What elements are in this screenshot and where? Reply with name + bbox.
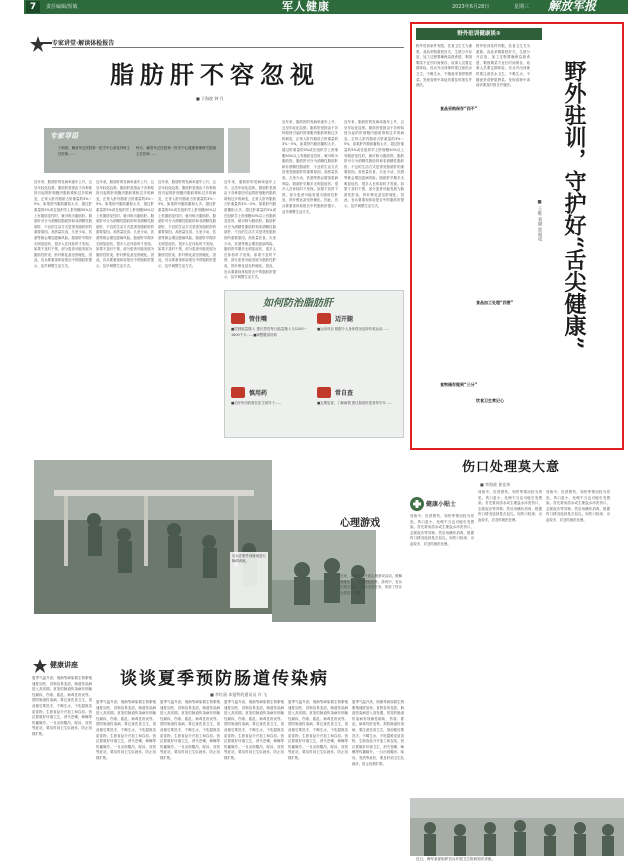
fatty-liver-text-col6: 近年来，脂肪肝的发病率逐年上升，且呈年轻化趋势。脂肪肝是指由于各种原因引起的肝细胞内脂肪堆积过多的病变，正常人肝内脂肪占肝重量的3%～5%，如果肝内脂肪蓄积太多，超过肝重量的5%或在组织学上肝细胞50%以上有脂肪变性时，就可称为脂肪肝。脂肪肝可分为酒精性脂肪肝和非酒精性脂肪肝，不良的生活方式是诱发脂肪肝的重要原因。高热量饮食、久坐少动、饮酒等都会增加患病风险。脂肪肝早期多无明显症状，很多人在体检时才发现。如果不及时干预，部分患者可能发展为脂肪性肝炎、肝纤维化甚至肝硬化。因此，官兵要重视体检报告中的脂肪肝提示，及早调整生活方式。 [344, 120, 404, 208]
health-tips-title: 健康小贴士 [426, 501, 457, 508]
section-title: 军人健康 [282, 0, 330, 13]
lecture-column-label: 健康讲座 [50, 661, 78, 669]
expert-intro-box [44, 128, 224, 173]
field-training-text-col1: 野外驻训条件有限，饮食卫生尤为重要。食品采购要把好关，生熟分开存放，加工过程要确保烧熟煮透，剩饭剩菜不宜长时间保存，炊事人员要定期体检。官兵外出训练时要注意饮水卫生，不喝生水，不随意采食野果野菜。发现食物中毒症状要及时报告并就医。 [416, 44, 472, 88]
pill-icon [231, 387, 245, 398]
tips-panel [224, 290, 404, 438]
star-emblem-icon [30, 36, 52, 56]
field-training-sub1: 食品采购保存“四不” [440, 106, 478, 111]
tip-medication-body: ■治疗所用药需在医生指导下…… [231, 401, 282, 405]
intestinal-text-col1: 夏季气温升高，细菌等病原微生物繁殖速度加快，食物容易变质，肠道传染病进入高发期。常见的肠道传染病有细菌性痢疾、伤寒、霍乱、病毒性肝炎等。预防肠道传染病，要注意饮食卫生，饭前便后要洗手，不喝生水，不吃腐败变质食物，生熟食品分开加工和存放。营区要做好环境卫生，消灭苍蝇、蟑螂等传播媒介。一旦出现腹泻、呕吐、发热等症状，要及时到卫生队就诊，防止疫情扩散。 [32, 676, 92, 736]
tip-exercise-card [317, 313, 397, 383]
obstacle-photo-caption: 官兵在野外训练场进行障碍训练。 [230, 552, 268, 608]
lecture-photo [410, 798, 624, 856]
field-training-tag: 野外驻训健康谈② [416, 28, 542, 40]
field-training-byline: ■ 王维 刘晓 郑福成 [537, 200, 542, 241]
tip-medication-card [231, 387, 309, 433]
wound-byline: ■ 李海波 崔佳伟 [480, 482, 511, 487]
wound-text-col2: 训练中，皮肤擦伤、划伤等情况较为常见。伤口虽小，处理不当也可能引发感染。首先要用清水或生理盐水冲洗伤口，去除泥沙等异物；然后用碘伏消毒，根据伤口情况选择是否包扎。如伤口较深、出血较多，应及时就医处理。 [478, 490, 542, 522]
wound-headline: 伤口处理莫大意 [462, 460, 561, 475]
tip-self-check-card [317, 387, 397, 433]
medical-cross-icon [410, 496, 424, 510]
tips-panel-title: 如何防治脂肪肝 [263, 298, 333, 309]
tip-manage-diet-body: ■控制能量摄入 建议男性每日能量摄入为1200～1600千卡……■调整膳食结构 [231, 327, 307, 337]
lecture-star-icon [32, 658, 48, 677]
byline-fatty-liver: ■ 于海波 钟 月 [196, 96, 224, 101]
fork-knife-icon [231, 313, 245, 324]
issue-date: 2023年6月28日 [452, 4, 490, 10]
tip-manage-diet-card [231, 313, 309, 383]
field-training-text-col2: 野外驻训条件有限，饮食卫生尤为重要。食品采购要把好关，生熟分开存放，加工过程要确保烧熟煮透，剩饭剩菜不宜长时间保存，炊事人员要定期体检。官兵外出训练时要注意饮水卫生，不喝生水，不随意采食野果野菜。发现食物中毒症状要及时报告并就医。 [476, 44, 530, 88]
fatty-liver-text-col2: 近年来，脂肪肝的发病率逐年上升，且呈年轻化趋势。脂肪肝是指由于各种原因引起的肝细胞内脂肪堆积过多的病变，正常人肝内脂肪占肝重量的3%～5%，如果肝内脂肪蓄积太多，超过肝重量的5%或在组织学上肝细胞50%以上有脂肪变性时，就可称为脂肪肝。脂肪肝可分为酒精性脂肪肝和非酒精性脂肪肝，不良的生活方式是诱发脂肪肝的重要原因。高热量饮食、久坐少动、饮酒等都会增加患病风险。脂肪肝早期多无明显症状，很多人在体检时才发现。如果不及时干预，部分患者可能发展为脂肪性肝炎、肝纤维化甚至肝硬化。因此，官兵要重视体检报告中的脂肪肝提示，及早调整生活方式。 [96, 180, 154, 268]
expert-box-label: 专家导语 [50, 132, 78, 140]
tip-exercise-title: 迈开腿 [335, 316, 354, 323]
tip-self-check-body: ■定期复查，了解病情 建议脂肪肝患者每半年…… [317, 401, 393, 405]
editors-label: 责任编辑/贺敏 [46, 4, 78, 10]
psych-game-title: 心理游戏 [340, 518, 380, 529]
expert-intro-1: 下海波，解放军总医院第一医学中心消化内科主任医师…… [58, 146, 130, 156]
field-training-headline: 野外驻训，守护好“舌尖健康” [561, 60, 587, 350]
intestinal-text-col2: 夏季气温升高，细菌等病原微生物繁殖速度加快，食物容易变质，肠道传染病进入高发期。常见的肠道传染病有细菌性痢疾、伤寒、霍乱、病毒性肝炎等。预防肠道传染病，要注意饮食卫生，饭前便后要洗手，不喝生水，不吃腐败变质食物，生熟食品分开加工和存放。营区要做好环境卫生，消灭苍蝇、蟑螂等传播媒介。一旦出现腹泻、呕吐、发热等症状，要及时到卫生队就诊，防止疫情扩散。 [96, 700, 156, 760]
wound-text-col1: 训练中，皮肤擦伤、划伤等情况较为常见。伤口虽小，处理不当也可能引发感染。首先要用清水或生理盐水冲洗伤口，去除泥沙等异物；然后用碘伏消毒，根据伤口情况选择是否包扎。如伤口较深、出血较多，应及时就医处理。 [410, 514, 474, 546]
fatty-liver-text-col5: 近年来，脂肪肝的发病率逐年上升，且呈年轻化趋势。脂肪肝是指由于各种原因引起的肝细胞内脂肪堆积过多的病变，正常人肝内脂肪占肝重量的3%～5%，如果肝内脂肪蓄积太多，超过肝重量的5%或在组织学上肝细胞50%以上有脂肪变性时，就可称为脂肪肝。脂肪肝可分为酒精性脂肪肝和非酒精性脂肪肝，不良的生活方式是诱发脂肪肝的重要原因。高热量饮食、久坐少动、饮酒等都会增加患病风险。脂肪肝早期多无明显症状，很多人在体检时才发现。如果不及时干预，部分患者可能发展为脂肪性肝炎、肝纤维化甚至肝硬化。因此，官兵要重视体检报告中的脂肪肝提示，及早调整生活方式。 [282, 120, 338, 214]
runner-icon [317, 313, 331, 324]
column-rule [52, 47, 404, 48]
fatty-liver-text-col3: 近年来，脂肪肝的发病率逐年上升，且呈年轻化趋势。脂肪肝是指由于各种原因引起的肝细胞内脂肪堆积过多的病变，正常人肝内脂肪占肝重量的3%～5%，如果肝内脂肪蓄积太多，超过肝重量的5%或在组织学上肝细胞50%以上有脂肪变性时，就可称为脂肪肝。脂肪肝可分为酒精性脂肪肝和非酒精性脂肪肝，不良的生活方式是诱发脂肪肝的重要原因。高热量饮食、久坐少动、饮酒等都会增加患病风险。脂肪肝早期多无明显症状，很多人在体检时才发现。如果不及时干预，部分患者可能发展为脂肪性肝炎、肝纤维化甚至肝硬化。因此，官兵要重视体检报告中的脂肪肝提示，及早调整生活方式。 [158, 180, 216, 268]
intestinal-text-col6: 夏季气温升高，细菌等病原微生物繁殖速度加快，食物容易变质，肠道传染病进入高发期。常见的肠道传染病有细菌性痢疾、伤寒、霍乱、病毒性肝炎等。预防肠道传染病，要注意饮食卫生，饭前便后要洗手，不喝生水，不吃腐败变质食物，生熟食品分开加工和存放。营区要做好环境卫生，消灭苍蝇、蟑螂等传播媒介。一旦出现腹泻、呕吐、发热等症状，要及时到卫生队就诊，防止疫情扩散。 [352, 700, 404, 766]
tip-self-check-title: 常自查 [335, 390, 354, 397]
headline-fatty-liver: 脂肪肝不容忽视 [110, 60, 320, 89]
lecture-photo-caption: 近日，海军某部组织官兵开展卫生防病知识讲座。 [416, 857, 496, 861]
intestinal-text-col3: 夏季气温升高，细菌等病原微生物繁殖速度加快，食物容易变质，肠道传染病进入高发期。常见的肠道传染病有细菌性痢疾、伤寒、霍乱、病毒性肝炎等。预防肠道传染病，要注意饮食卫生，饭前便后要洗手，不喝生水，不吃腐败变质食物，生熟食品分开加工和存放。营区要做好环境卫生，消灭苍蝇、蟑螂等传播媒介。一旦出现腹泻、呕吐、发热等症状，要及时到卫生队就诊，防止疫情扩散。 [160, 700, 220, 760]
wound-text-col3: 训练中，皮肤擦伤、划伤等情况较为常见。伤口虽小，处理不当也可能引发感染。首先要用清水或生理盐水冲洗伤口，去除泥沙等异物；然后用碘伏消毒，根据伤口情况选择是否包扎。如伤口较深、出血较多，应及时就医处理。 [546, 490, 610, 522]
expert-portrait-1 [228, 128, 250, 173]
column-label: 专家讲堂·解读体检报告 [52, 40, 115, 47]
tip-exercise-body: ■运动项目 根据个人身体情况选择有氧运动…… [317, 327, 390, 331]
checklist-icon [317, 387, 331, 398]
weekday: 星期三 [514, 4, 530, 10]
tip-medication-title: 慎用药 [249, 390, 268, 397]
masthead-logo: 解放军报 [548, 0, 597, 13]
intestinal-text-col4: 夏季气温升高，细菌等病原微生物繁殖速度加快，食物容易变质，肠道传染病进入高发期。常见的肠道传染病有细菌性痢疾、伤寒、霍乱、病毒性肝炎等。预防肠道传染病，要注意饮食卫生，饭前便后要洗手，不喝生水，不吃腐败变质食物，生熟食品分开加工和存放。营区要做好环境卫生，消灭苍蝇、蟑螂等传播媒介。一旦出现腹泻、呕吐、发热等症状，要及时到卫生队就诊，防止疫情扩散。 [224, 700, 284, 760]
field-training-sub3: 食物储存做到“三分” [440, 382, 478, 387]
intestinal-disease-byline: ■ 李红丽 本报特约通讯员 许 飞 [210, 692, 267, 697]
psych-game-text: 近来，某部官兵开展心理游戏活动，缓解训练压力，促进团队协作。游戏中，官兵们相互配合、共同完成任务，收获了快乐也增进了感情。 [340, 574, 402, 595]
intestinal-text-col5: 夏季气温升高，细菌等病原微生物繁殖速度加快，食物容易变质，肠道传染病进入高发期。常见的肠道传染病有细菌性痢疾、伤寒、霍乱、病毒性肝炎等。预防肠道传染病，要注意饮食卫生，饭前便后要洗手，不喝生水，不吃腐败变质食物，生熟食品分开加工和存放。营区要做好环境卫生，消灭苍蝇、蟑螂等传播媒介。一旦出现腹泻、呕吐、发热等症状，要及时到卫生队就诊，防止疫情扩散。 [288, 700, 348, 760]
intestinal-disease-headline: 谈谈夏季预防肠道传染病 [120, 669, 329, 689]
tip-manage-diet-title: 管住嘴 [249, 316, 268, 323]
field-training-sub2: 食品加工处理“四要” [476, 300, 514, 305]
fatty-liver-text-col4: 近年来，脂肪肝的发病率逐年上升，且呈年轻化趋势。脂肪肝是指由于各种原因引起的肝细胞内脂肪堆积过多的病变，正常人肝内脂肪占肝重量的3%～5%，如果肝内脂肪蓄积太多，超过肝重量的5%或在组织学上肝细胞50%以上有脂肪变性时，就可称为脂肪肝。脂肪肝可分为酒精性脂肪肝和非酒精性脂肪肝，不良的生活方式是诱发脂肪肝的重要原因。高热量饮食、久坐少动、饮酒等都会增加患病风险。脂肪肝早期多无明显症状，很多人在体检时才发现。如果不及时干预，部分患者可能发展为脂肪性肝炎、肝纤维化甚至肝硬化。因此，官兵要重视体检报告中的脂肪肝提示，及早调整生活方式。 [224, 180, 276, 280]
field-training-sub4: 饮食卫生常记心 [476, 398, 504, 403]
fatty-liver-text-col1: 近年来，脂肪肝的发病率逐年上升，且呈年轻化趋势。脂肪肝是指由于各种原因引起的肝细胞内脂肪堆积过多的病变，正常人肝内脂肪占肝重量的3%～5%，如果肝内脂肪蓄积太多，超过肝重量的5%或在组织学上肝细胞50%以上有脂肪变性时，就可称为脂肪肝。脂肪肝可分为酒精性脂肪肝和非酒精性脂肪肝，不良的生活方式是诱发脂肪肝的重要原因。高热量饮食、久坐少动、饮酒等都会增加患病风险。脂肪肝早期多无明显症状，很多人在体检时才发现。如果不及时干预，部分患者可能发展为脂肪性肝炎、肝纤维化甚至肝硬化。因此，官兵要重视体检报告中的脂肪肝提示，及早调整生活方式。 [34, 180, 92, 268]
expert-intro-2: 钟月，解放军总医院第一医学中心健康管理研究院副主任医师…… [136, 146, 216, 156]
page-number: 7 [26, 1, 40, 13]
